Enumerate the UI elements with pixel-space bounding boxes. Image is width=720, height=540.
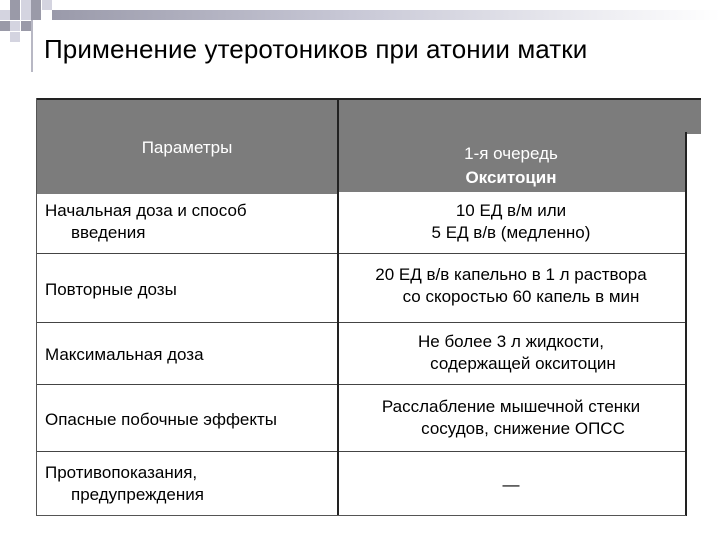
header-drug-queue: 1-я очередь	[464, 144, 558, 163]
decor-square	[0, 10, 10, 20]
value-cell	[337, 323, 685, 384]
param-text: Противопоказания,	[45, 463, 198, 482]
value-cell	[337, 254, 685, 322]
param-text: введения	[71, 223, 146, 242]
decor-square	[0, 21, 10, 31]
param-text: Повторные дозы	[45, 280, 177, 299]
value-text: содержащей окситоцин	[430, 354, 616, 373]
decor-square	[21, 21, 31, 31]
header-drug-cell	[337, 98, 685, 192]
table-right-border	[685, 132, 687, 516]
title-rule	[31, 20, 33, 72]
decor-square	[10, 21, 20, 31]
header-param-cell	[37, 98, 337, 194]
header-drug-name: Окситоцин	[465, 168, 557, 187]
decor-square	[21, 10, 31, 20]
value-text: сосудов, снижение ОПСС	[421, 419, 625, 438]
table-row	[37, 192, 685, 254]
decor-square	[10, 0, 20, 10]
table-bottom-border	[36, 515, 686, 516]
table-row	[37, 254, 685, 323]
value-cell	[337, 385, 685, 451]
table-column-divider	[337, 98, 339, 516]
value-text: 5 ЕД в/в (медленно)	[431, 223, 591, 242]
value-text: со скоростью 60 капель в мин	[402, 287, 640, 306]
param-cell	[37, 192, 337, 253]
param-cell	[37, 385, 337, 451]
param-text: Максимальная доза	[45, 345, 204, 364]
param-cell	[37, 323, 337, 384]
decor-square	[31, 10, 41, 20]
decor-square	[10, 10, 20, 20]
param-cell	[37, 254, 337, 322]
table-left-border	[36, 98, 37, 516]
table-row	[37, 385, 685, 452]
table-row	[37, 452, 685, 515]
param-cell	[37, 452, 337, 515]
decor-square	[42, 0, 52, 10]
decor-square	[31, 0, 41, 10]
param-text: Начальная доза и способ	[45, 201, 247, 220]
table-row	[37, 323, 685, 385]
value-text: 20 ЕД в/в капельно в 1 л раствора	[375, 265, 647, 284]
header-param-label: Параметры	[141, 138, 233, 157]
value-text: Расслабление мышечной стенки	[381, 397, 641, 416]
decor-square	[10, 32, 20, 42]
table-header-row	[37, 98, 685, 192]
value-cell	[337, 192, 685, 253]
value-text: Не более 3 л жидкости,	[417, 332, 605, 351]
header-band	[52, 10, 720, 20]
slide-title: Применение утеротоников при атонии матки	[44, 34, 588, 64]
decor-square	[21, 0, 31, 10]
param-text: предупреждения	[71, 485, 204, 504]
value-text: 10 ЕД в/м или	[455, 201, 567, 220]
param-text: Опасные побочные эффекты	[45, 410, 278, 429]
value-text: —	[502, 475, 520, 494]
value-cell	[337, 452, 685, 515]
